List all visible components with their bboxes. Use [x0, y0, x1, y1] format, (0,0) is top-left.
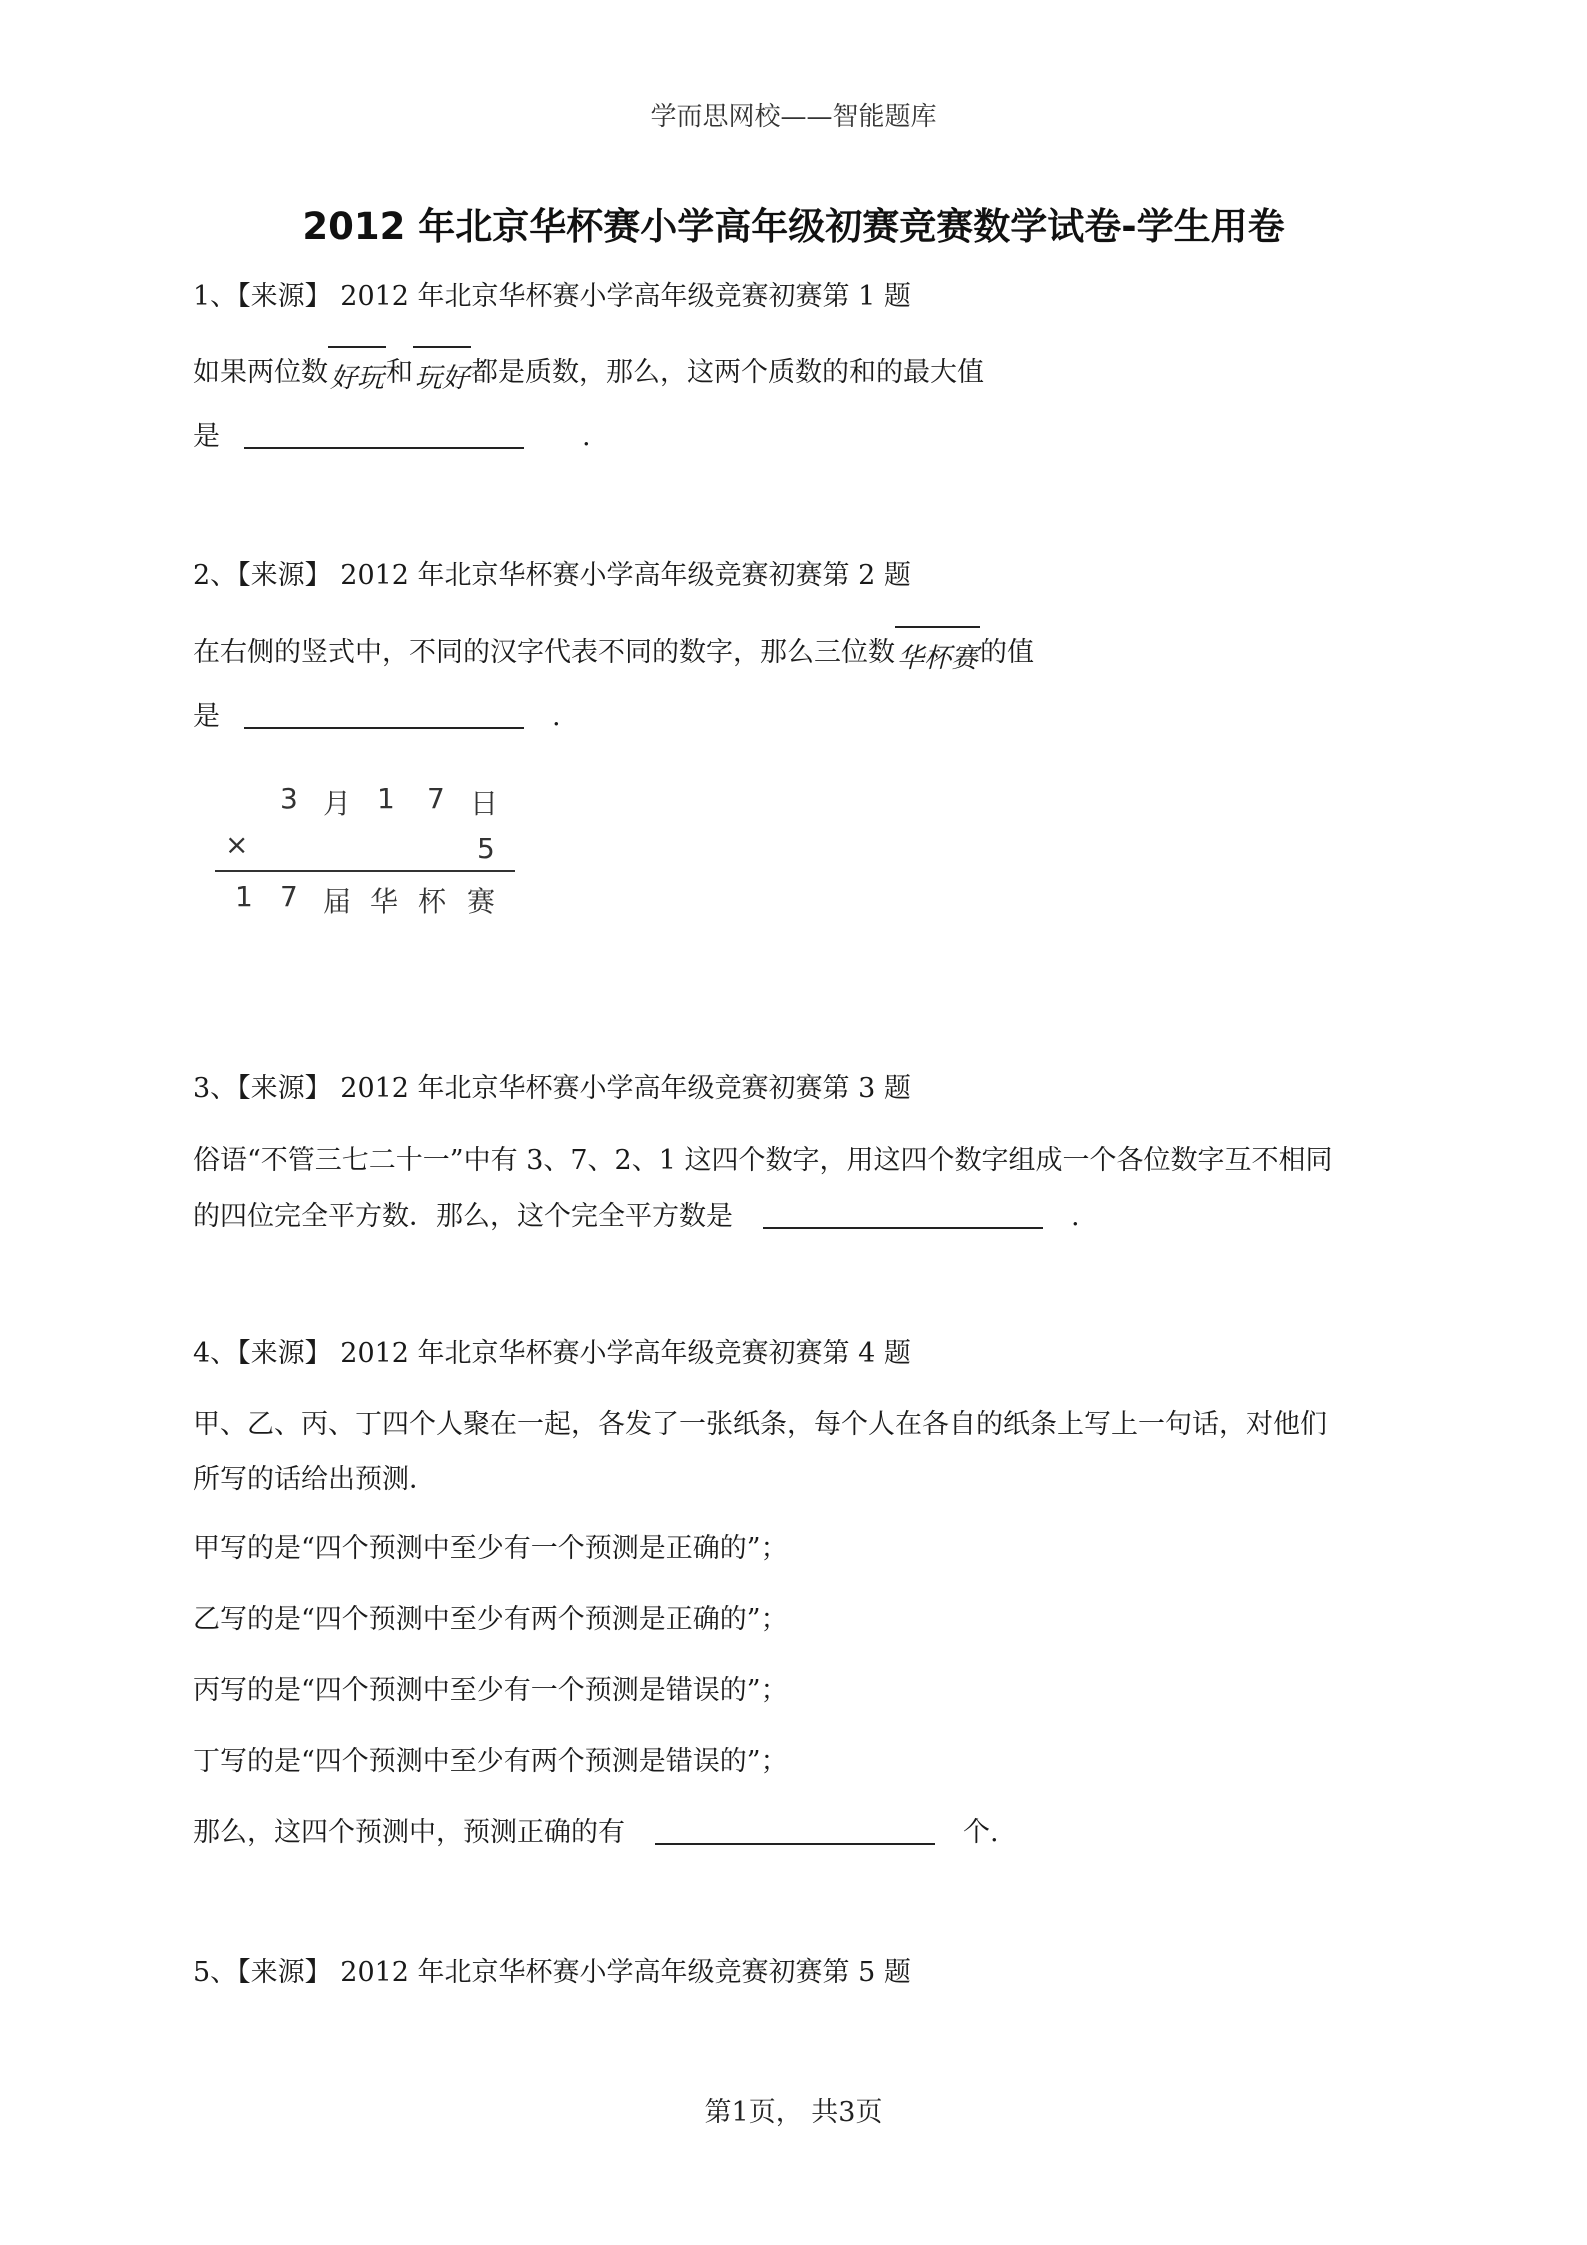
question-1-answer-prefix: 是: [193, 421, 220, 452]
question-1-answer-blank[interactable]: [244, 447, 524, 449]
calc-char: 届: [323, 885, 352, 918]
question-3-line-2: [193, 1194, 1080, 1233]
calc-char: 华: [370, 885, 399, 918]
question-4-line-7: [193, 1810, 999, 1849]
question-4-answer-blank[interactable]: [655, 1843, 935, 1845]
calc-char: 月: [323, 787, 352, 820]
calc-char: 日: [470, 787, 499, 820]
question-2-text-c: 的值: [980, 637, 1034, 668]
question-2-answer-blank[interactable]: [244, 727, 524, 729]
calc-digit: 7: [280, 880, 298, 913]
question-1-number-wanhao: 玩好: [413, 356, 471, 395]
question-3-answer-blank[interactable]: [763, 1227, 1043, 1229]
question-2-answer-line: [193, 694, 561, 733]
question-1-number-haowan: 好玩: [328, 356, 386, 395]
question-5-source: 5、【来源】 2012 年北京华杯赛小学高年级竞赛初赛第 5 题: [193, 1957, 911, 1988]
question-4-line-7-text: 那么，这四个预测中，预测正确的有: [193, 1817, 625, 1848]
question-2-source: 2、【来源】 2012 年北京华杯赛小学高年级竞赛初赛第 2 题: [193, 560, 911, 591]
question-4-source: 4、【来源】 2012 年北京华杯赛小学高年级竞赛初赛第 4 题: [193, 1338, 911, 1369]
calc-digit: 3: [280, 782, 298, 815]
question-4-line-5: 丙写的是“四个预测中至少有一个预测是错误的”；: [193, 1675, 788, 1706]
question-3-answer-suffix: .: [1071, 1201, 1080, 1232]
question-3-line-1: 俗语“不管三七二十一”中有 3、7、2、1 这四个数字，用这四个数字组成一个各位数字互不相同: [193, 1145, 1333, 1176]
question-1-text-a: 如果两位数: [193, 357, 328, 388]
vertical-multiplication-figure: [205, 770, 535, 930]
calc-char: 赛: [467, 885, 496, 918]
question-4-line-4: 乙写的是“四个预测中至少有两个预测是正确的”；: [193, 1604, 788, 1635]
calc-rule-line: [215, 870, 515, 872]
question-2-number-huabeisai: 华杯赛: [895, 636, 980, 675]
calc-times-sign: ×: [225, 828, 249, 861]
calc-digit: 1: [377, 782, 395, 815]
question-1-text-c: 都是质数，那么，这两个质数的和的最大值: [471, 357, 984, 388]
question-1-source: 1、【来源】 2012 年北京华杯赛小学高年级竞赛初赛第 1 题: [193, 281, 911, 312]
question-4-line-6: 丁写的是“四个预测中至少有两个预测是错误的”；: [193, 1746, 788, 1777]
question-2-answer-prefix: 是: [193, 701, 220, 732]
calc-char: 杯: [418, 885, 447, 918]
calc-digit: 7: [427, 782, 445, 815]
question-2-answer-suffix: .: [552, 701, 561, 732]
calc-multiplier: 5: [477, 832, 495, 865]
question-1-answer-line: [193, 414, 591, 453]
question-4-line-3: 甲写的是“四个预测中至少有一个预测是正确的”；: [193, 1533, 788, 1564]
question-3-line-2-text: 的四位完全平方数．那么，这个完全平方数是: [193, 1201, 733, 1232]
page-footer: 第1页， 共3页: [704, 2097, 883, 2128]
document-title: 2012 年北京华杯赛小学高年级初赛竞赛数学试卷-学生用卷: [302, 205, 1285, 248]
question-1-text-b: 和: [386, 357, 413, 388]
question-2-text: [193, 630, 1034, 674]
question-2-text-a: 在右侧的竖式中，不同的汉字代表不同的数字，那么三位数: [193, 637, 895, 668]
question-3-source: 3、【来源】 2012 年北京华杯赛小学高年级竞赛初赛第 3 题: [193, 1073, 911, 1104]
question-1-answer-suffix: .: [582, 421, 591, 452]
question-4-line-2: 所写的话给出预测．: [193, 1464, 436, 1495]
question-4-line-1: 甲、乙、丙、丁四个人聚在一起，各发了一张纸条，每个人在各自的纸条上写上一句话，对他们: [193, 1409, 1327, 1440]
question-1-text: [193, 350, 984, 394]
question-4-answer-suffix: 个.: [963, 1817, 999, 1848]
calc-digit: 1: [235, 880, 253, 913]
page-header: 学而思网校——智能题库: [650, 102, 937, 132]
